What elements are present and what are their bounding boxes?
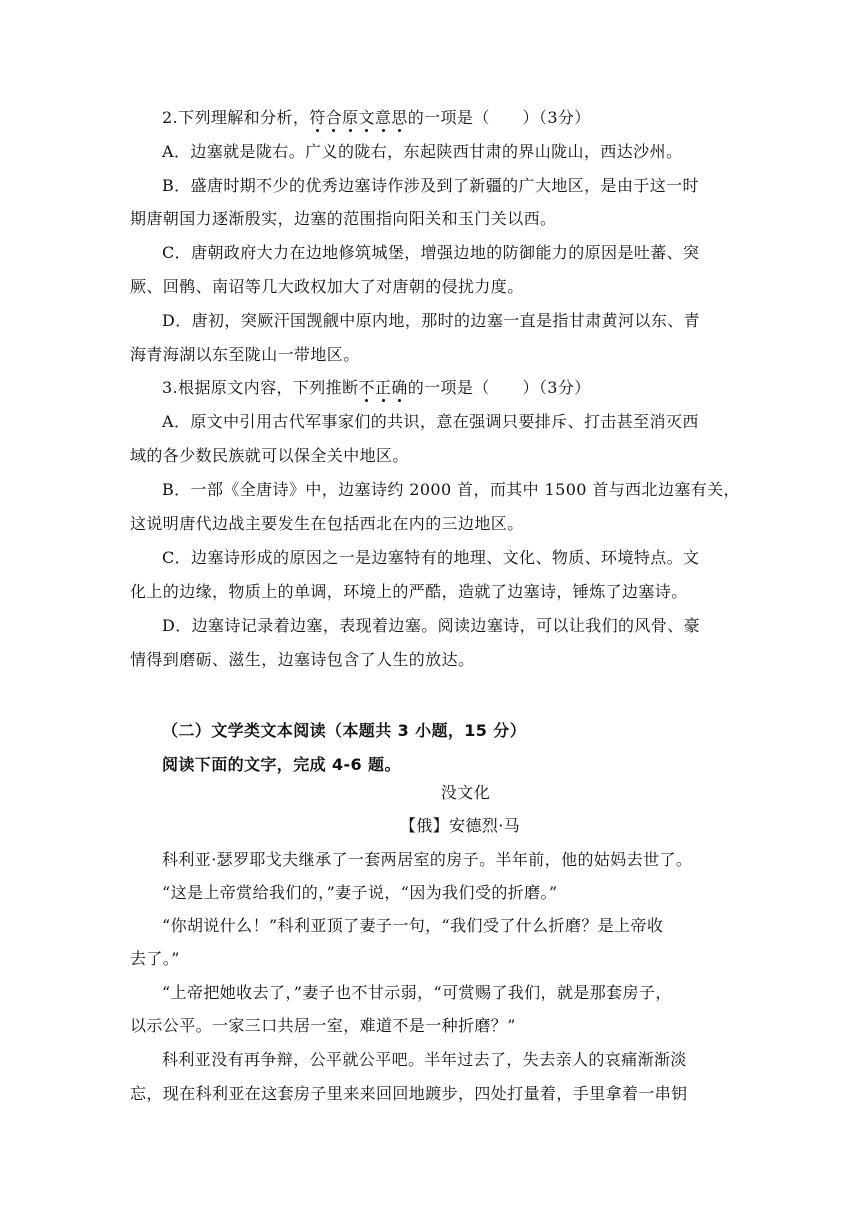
story-paragraph-cont: 以示公平。一家三口共居一室，难道不是一种折磨？” [130,1016,516,1035]
story-paragraph: “你胡说什么！”科利亚顶了妻子一句，“我们受了什么折磨？是上帝收 [162,916,664,935]
emphasis-char: 合 [325,108,343,127]
emphasis-char: 文 [358,108,375,127]
question-3-option-d-line2: 情得到磨砺、滋生，边塞诗包含了人生的放达。 [130,650,475,669]
story-paragraph: “这是上帝赏给我们的，”妻子说，“因为我们受的折磨。” [162,883,558,902]
story-paragraph: “上帝把她收去了，”妻子也不甘示弱，“可赏赐了我们，就是那套房子， [162,983,672,1002]
question-3-option-b-line2: 这说明唐代边战主要发生在包括西北在内的三边地区。 [130,514,524,533]
question-3-option-c-line1: C．边塞诗形成的原因之一是边塞特有的地理、文化、物质、环境特点。文 [162,548,700,567]
section-heading: （二）文学类文本阅读（本题共 3 小题，15 分） [162,721,527,740]
question-3-option-a-line1: A．原文中引用古代军事家们的共识，意在强调只要排斥、打击甚至消灭西 [162,412,699,431]
story-paragraph-cont: 忘，现在科利亚在这套房子里来来回回地踱步，四处打量着，手里拿着一串钥 [130,1084,688,1103]
emphasis-char: 符 [309,108,326,127]
emphasis-char: 确 [391,378,408,397]
emphasis-char: 不 [358,378,375,397]
emphasis-char: 意 [374,108,392,127]
question-2-option-d-line2: 海青海湖以东至陇山一带地区。 [130,345,360,364]
question-2-option-c-line2: 厥、回鹘、南诏等几大政权加大了对唐朝的侵扰力度。 [130,277,524,296]
story-paragraph: 科利亚没有再争辩，公平就公平吧。半年过去了，失去亲人的哀痛渐渐淡 [162,1050,687,1069]
question-3-option-c-line2: 化上的边缘，物质上的单调，环境上的严酷，造就了边塞诗，锤炼了边塞诗。 [130,582,688,601]
question-2-option-c-line1: C．唐朝政府大力在边地修筑城堡，增强边地的防御能力的原因是吐蕃、突 [162,243,700,262]
story-paragraph: 科利亚·瑟罗耶戈夫继承了一套两居室的房子。半年前，他的姑妈去世了。 [162,850,693,869]
question-3-stem [162,377,733,399]
question-2-prefix: 2.下列理解和分析， [162,108,310,127]
question-3-option-a-line2: 域的各少数民族就可以保全关中地区。 [130,446,409,465]
story-author: 【俄】安德烈·马 [399,816,521,835]
question-2-option-b-line1: B．盛唐时期不少的优秀边塞诗作涉及到了新疆的广大地区，是由于这一时 [162,176,699,195]
emphasis-char: 思 [391,108,408,127]
question-2-option-a: A．边塞就是陇右。广义的陇右，东起陕西甘肃的界山陇山，西达沙州。 [162,142,683,161]
question-3-suffix: 的一项是（ ）（3分） [407,378,591,397]
question-3-option-d-line1: D．边塞诗记录着边塞，表现着边塞。阅读边塞诗，可以让我们的风骨、豪 [162,616,701,635]
story-title: 没文化 [440,783,491,802]
emphasis-char: 原 [342,108,359,127]
emphasis-char: 正 [374,378,392,397]
question-2-stem [162,107,733,129]
question-3-option-b-line1: B．一部《全唐诗》中，边塞诗约 2000 首，而其中 1500 首与西北边塞有关， [162,480,740,499]
question-2-option-d-line1: D．唐初，突厥汗国觊觎中原内地，那时的边塞一直是指甘肃黄河以东、青 [162,311,701,330]
section-instruction: 阅读下面的文字，完成 4-6 题。 [162,755,401,774]
question-3-prefix: 3.根据原文内容，下列推断 [162,378,359,397]
question-2-option-b-line2: 期唐朝国力逐渐殷实，边塞的范围指向阳关和玉门关以西。 [130,209,557,228]
story-paragraph-cont: 去了。” [130,949,180,968]
question-2-suffix: 的一项是（ ）（3分） [407,108,591,127]
